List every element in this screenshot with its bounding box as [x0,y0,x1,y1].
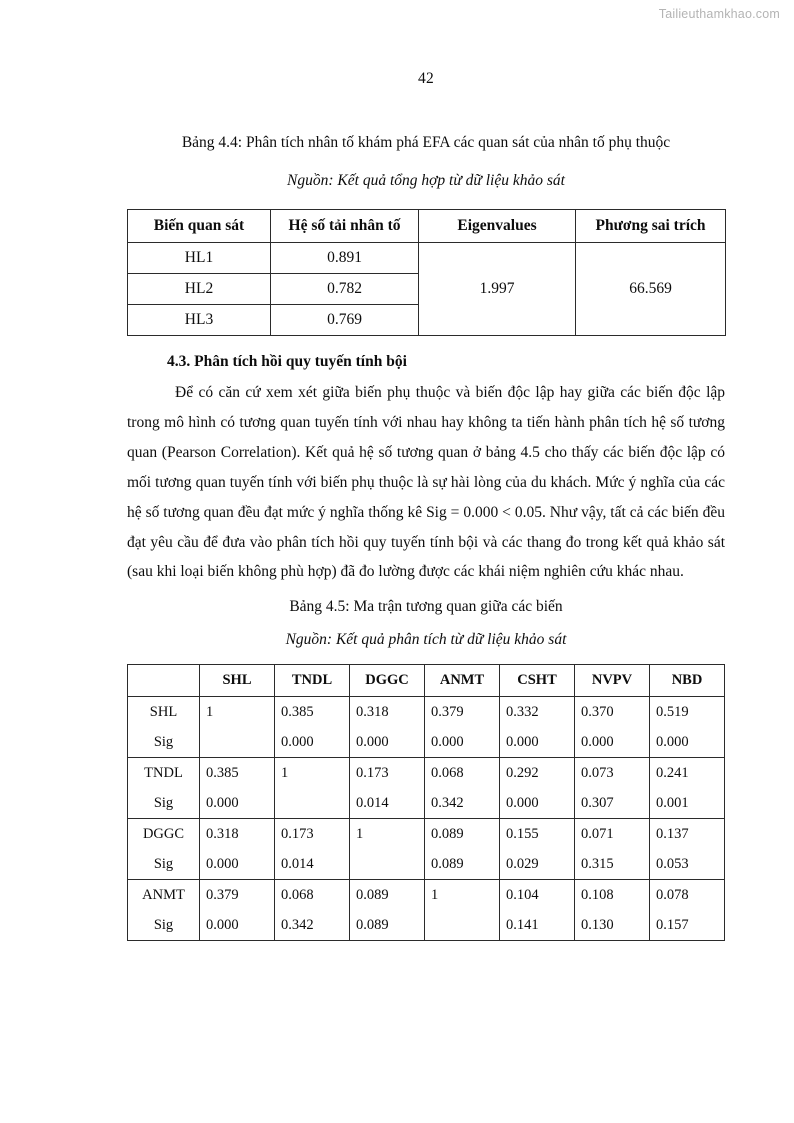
cell-sig: 0.157 [650,910,725,941]
table-row [128,819,725,850]
cell-variance-extracted: 66.569 [576,243,726,336]
cell-sig: 0.000 [500,727,575,758]
cell-value: 0.089 [425,819,500,850]
row-label-shl: SHL [128,697,200,728]
cell-value: 0.104 [500,880,575,911]
column-header-eigenvalues: Eigenvalues [419,210,576,243]
cell-value: 0.292 [500,758,575,789]
cell-variable: HL3 [128,305,271,336]
cell-sig [350,849,425,880]
cell-sig: 0.307 [575,788,650,819]
cell-value: 0.318 [200,819,275,850]
cell-value: 0.078 [650,880,725,911]
cell-value: 0.068 [275,880,350,911]
cell-sig: 0.000 [200,788,275,819]
cell-value: 0.173 [275,819,350,850]
cell-value: 0.173 [350,758,425,789]
table-45-source: Nguồn: Kết quả phân tích từ dữ liệu khảo sát [285,631,567,649]
cell-sig: 0.000 [425,727,500,758]
cell-sig: 0.315 [575,849,650,880]
cell-sig: 0.089 [350,910,425,941]
table-row [128,727,725,758]
column-header-shl: SHL [200,665,275,697]
cell-sig: 0.014 [275,849,350,880]
row-label-sig: Sig [128,788,200,819]
row-label-sig: Sig [128,849,200,880]
cell-value: 0.071 [575,819,650,850]
cell-value: 0.068 [425,758,500,789]
cell-value: 0.385 [200,758,275,789]
section-heading-43: 4.3. Phân tích hồi quy tuyến tính bội [167,353,407,371]
table-row [128,210,726,243]
cell-value: 0.318 [350,697,425,728]
cell-variable: HL2 [128,274,271,305]
cell-value: 0.108 [575,880,650,911]
table-row [128,910,725,941]
cell-value: 0.155 [500,819,575,850]
column-header-tndl: TNDL [275,665,350,697]
column-header-phuong-sai-trich: Phương sai trích [576,210,726,243]
cell-value: 0.379 [200,880,275,911]
page-number: 42 [417,70,435,87]
cell-sig [425,910,500,941]
table-row [128,788,725,819]
column-header-nvpv: NVPV [575,665,650,697]
cell-sig: 0.000 [200,849,275,880]
cell-sig: 0.141 [500,910,575,941]
row-label-anmt: ANMT [128,880,200,911]
table-row [128,243,726,274]
column-header-bien-quan-sat: Biến quan sát [128,210,271,243]
cell-eigenvalues: 1.997 [419,243,576,336]
cell-loading: 0.769 [271,305,419,336]
cell-sig: 0.089 [425,849,500,880]
row-label-sig: Sig [128,910,200,941]
cell-sig: 0.130 [575,910,650,941]
cell-sig: 0.000 [350,727,425,758]
cell-value: 0.385 [275,697,350,728]
cell-value: 1 [350,819,425,850]
cell-loading: 0.891 [271,243,419,274]
table-correlation-45 [127,664,725,941]
cell-value: 0.241 [650,758,725,789]
column-header-csht: CSHT [500,665,575,697]
cell-value: 0.519 [650,697,725,728]
cell-value: 1 [275,758,350,789]
cell-value: 0.089 [350,880,425,911]
table-row [128,849,725,880]
table-row [128,665,725,697]
cell-sig: 0.001 [650,788,725,819]
table-row [128,758,725,789]
table-44-caption: Bảng 4.4: Phân tích nhân tố khám phá EFA các quan sát của nhân tố phụ thuộc [181,134,671,151]
column-header-he-so-tai-nhan-to: Hệ số tải nhân tố [271,210,419,243]
cell-sig: 0.342 [425,788,500,819]
page-content [127,0,725,941]
cell-value: 0.137 [650,819,725,850]
section-paragraph: Để có căn cứ xem xét giữa biến phụ thuộc và biến độc lập hay giữa các biến độc lập trong mô hình có tương quan tuyến tính với nhau hay không ta tiến hành phân tích hệ số tương quan (Pearson Correlation). Kết quả hệ số tương quan ở bảng 4.5 cho thấy các biến độc lập có mối tương quan tuyến tính với biến phụ thuộc là sự hài lòng của du khách. Mức ý nghĩa của các hệ số tương quan đều đạt mức ý nghĩa thống kê Sig = 0.000 < 0.05. Như vậy, tất cả các biến đều đạt yêu cầu để đưa vào phân tích hồi quy tuyến tính bội và các thang đo trong kết quả khảo sát (sau khi loại biến không phù hợp) đã đo lường được các khái niệm nghiên cứu khác nhau. [127,384,725,581]
cell-sig: 0.000 [575,727,650,758]
cell-value: 1 [200,697,275,728]
cell-sig: 0.000 [650,727,725,758]
cell-sig: 0.000 [275,727,350,758]
cell-sig: 0.014 [350,788,425,819]
cell-variable: HL1 [128,243,271,274]
table-efa-44 [127,209,726,336]
table-45-caption: Bảng 4.5: Ma trận tương quan giữa các biến [289,598,563,616]
cell-sig [200,727,275,758]
cell-value: 1 [425,880,500,911]
cell-value: 0.379 [425,697,500,728]
table-row [128,697,725,728]
column-header-nbd: NBD [650,665,725,697]
row-label-tndl: TNDL [128,758,200,789]
column-header-dggc: DGGC [350,665,425,697]
cell-sig [275,788,350,819]
cell-sig: 0.000 [200,910,275,941]
column-header-anmt: ANMT [425,665,500,697]
cell-value: 0.370 [575,697,650,728]
table-row [128,880,725,911]
table-44-source: Nguồn: Kết quả tổng hợp từ dữ liệu khảo sát [287,172,565,190]
cell-loading: 0.782 [271,274,419,305]
column-header-corner [128,665,200,697]
cell-sig: 0.053 [650,849,725,880]
cell-sig: 0.342 [275,910,350,941]
row-label-sig: Sig [128,727,200,758]
watermark-text: Tailieuthamkhao.com [658,7,780,21]
cell-value: 0.073 [575,758,650,789]
row-label-dggc: DGGC [128,819,200,850]
cell-sig: 0.029 [500,849,575,880]
cell-value: 0.332 [500,697,575,728]
cell-sig: 0.000 [500,788,575,819]
